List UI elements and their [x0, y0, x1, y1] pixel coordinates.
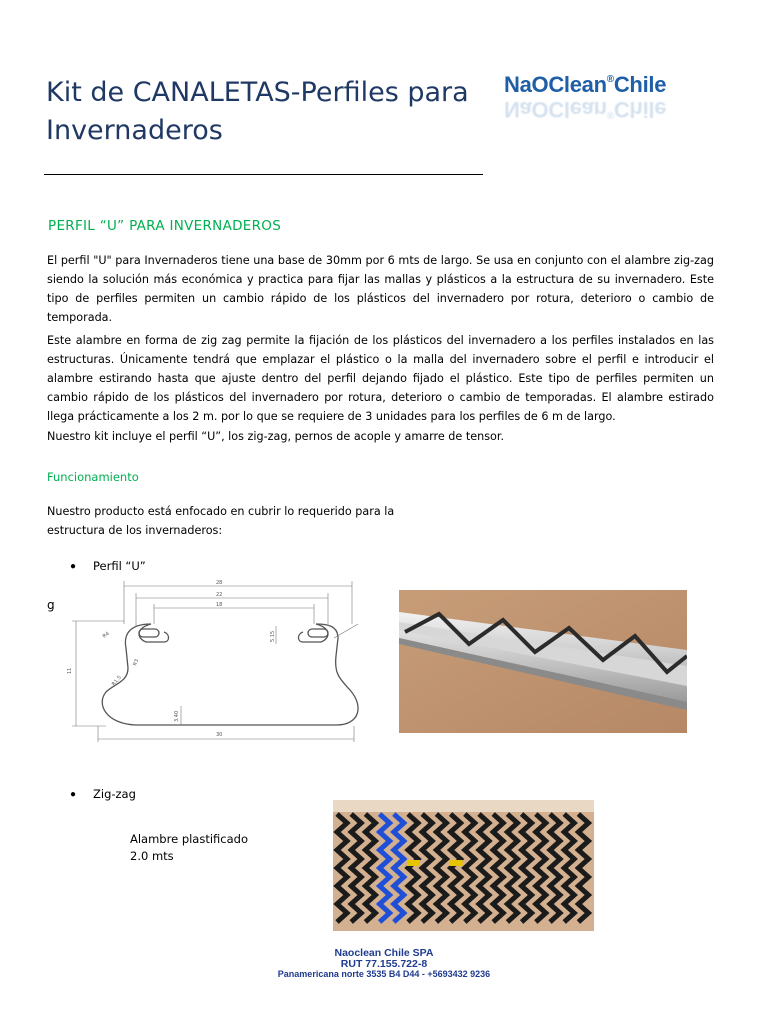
dim-bottom-width: 30	[216, 732, 223, 738]
wire-tag	[407, 860, 420, 866]
bullet-icon: ●	[70, 789, 77, 800]
dim-top-mid: 22	[216, 592, 223, 598]
funcionamiento-heading: Funcionamiento	[47, 470, 139, 484]
zigzag-caption: Alambre plastificado 2.0 mts	[130, 832, 249, 863]
dim-radius-a: R4	[101, 630, 111, 640]
perfil-u-technical-drawing	[66, 576, 362, 742]
funcionamiento-intro: Nuestro producto está enfocado en cubrir lo requerido para la estructura de los invernaderos:	[47, 505, 395, 537]
stray-character: g	[47, 598, 55, 612]
section-heading: PERFIL “U” PARA INVERNADEROS	[48, 218, 282, 234]
dim-radius-c: R1.5	[110, 674, 123, 688]
dim-top-inner: 18	[216, 602, 223, 608]
paragraph-3: Nuestro kit incluye el perfil “U”, los zig-zag, pernos de acople y amarre de tensor.	[47, 430, 505, 443]
dim-top-outer: 28	[216, 580, 223, 586]
bullet-zig-zag: Zig-zag	[93, 787, 136, 801]
dim-radius-b: R3	[132, 658, 141, 667]
footer-rut: RUT 77.155.722-8	[340, 958, 428, 970]
bullet-perfil-u: Perfil “U”	[93, 559, 146, 573]
paragraph-2: Este alambre en forma de zig zag permite la fijación de los plásticos del invernadero a los perfiles instalados en las estructuras. Únicamente tendrá que emplazar el plástico o la malla del invernadero sobre el perfil e introducir el alambre estirando hasta que ajuste dentro del perfil dejando fijado el plástico. Este tipo de perfiles permiten un cambio rápido de los plásticos del invernadero por rotura, deterioro o cambio de temporadas. El alambre estirado llega prácticamente a los 2 m. por lo que se requiere de 3 unidades para los perfiles de 6 m de largo.	[47, 334, 714, 423]
wire-tag	[450, 860, 463, 866]
logo-wordmark: NaOClean®Chile	[504, 72, 667, 97]
naoclean-chile-logo	[504, 72, 714, 132]
dim-left-height: 11	[67, 667, 73, 674]
bullet-icon: ●	[70, 561, 77, 572]
dim-slot: 5.15	[270, 630, 276, 642]
footer-company: Naoclean Chile SPA	[334, 947, 434, 959]
footer-address: Panamericana norte 3535 B4 D44 - +5693432 9236	[277, 969, 491, 979]
document-title: Kit de CANALETAS-Perfiles para Invernaderos	[46, 77, 469, 146]
paragraph-1: El perfil "U" para Invernaderos tiene una base de 30mm por 6 mts de largo. Se usa en conjunto con el alambre zig-zag siendo la solución más económica y practica para fijar las mallas y plásticos a la estructura de su invernadero. Este tipo de perfiles permiten un cambio rápido de los plásticos del invernadero por rotura, deterioro o cambio de temporada.	[47, 254, 714, 324]
perfil-u-photo	[399, 590, 687, 733]
dim-bottom-gap: 3.40	[174, 710, 180, 722]
logo-reflection: NaOClean®Chile	[504, 97, 667, 122]
zigzag-wire-photo	[333, 800, 594, 931]
title-divider	[44, 174, 483, 175]
